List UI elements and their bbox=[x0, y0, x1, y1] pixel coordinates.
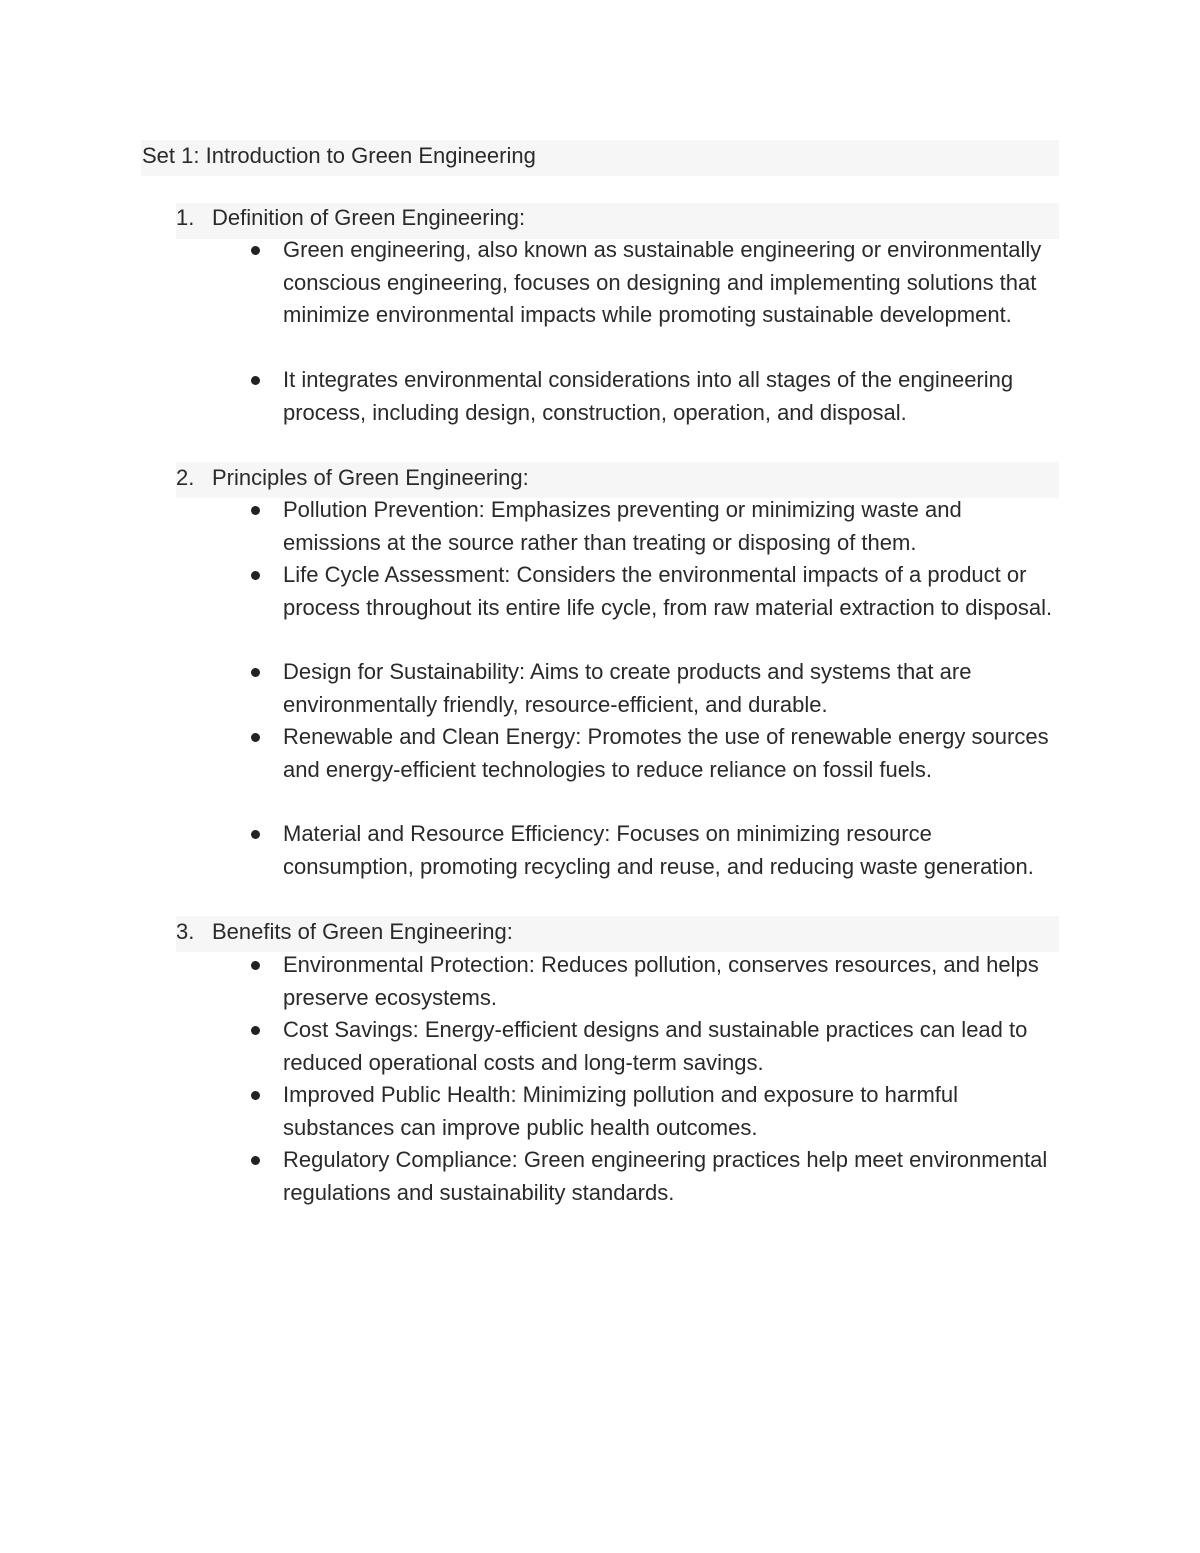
section-2-bullet-4: Renewable and Clean Energy: Promotes the use of renewable energy sources and energy-efficient technologies to reduce reliance on fossil fuels. bbox=[283, 724, 1049, 782]
section-3-heading: Benefits of Green Engineering: bbox=[212, 919, 513, 944]
section-3-number: 3. bbox=[176, 919, 195, 944]
section-3-bullet-1: Environmental Protection: Reduces pollution, conserves resources, and helps preserve ecosystems. bbox=[283, 952, 1039, 1010]
section-2-heading: Principles of Green Engineering: bbox=[212, 465, 529, 490]
section-3-bullet-2: Cost Savings: Energy-efficient designs and sustainable practices can lead to reduced operational costs and long-term savings. bbox=[283, 1017, 1028, 1075]
section-2-bullet-2: Life Cycle Assessment: Considers the environmental impacts of a product or process throughout its entire life cycle, from raw material extraction to disposal. bbox=[283, 562, 1053, 620]
section-2-bullet-3: Design for Sustainability: Aims to create products and systems that are environmentally friendly, resource-efficient, and durable. bbox=[283, 659, 972, 717]
document-title: Set 1: Introduction to Green Engineering bbox=[142, 143, 536, 168]
bullet-marker bbox=[251, 1156, 260, 1165]
bullet-marker bbox=[251, 506, 260, 515]
bullet-marker bbox=[251, 571, 260, 580]
bullet-marker bbox=[251, 1026, 260, 1035]
bullet-marker bbox=[251, 830, 260, 839]
bullet-marker bbox=[251, 668, 260, 677]
section-1-bullet-2: It integrates environmental considerations into all stages of the engineering process, including design, construction, operation, and disposal. bbox=[283, 367, 1014, 425]
bullet-marker bbox=[251, 376, 260, 385]
section-2-bullet-5: Material and Resource Efficiency: Focuses on minimizing resource consumption, promoting recycling and reuse, and reducing waste generation. bbox=[283, 821, 1034, 879]
section-1-bullet-1: Green engineering, also known as sustainable engineering or environmentally conscious engineering, focuses on designing and implementing solutions that minimize environmental impacts while promoting sustainable development. bbox=[283, 237, 1042, 327]
bullet-marker bbox=[251, 961, 260, 970]
section-1-number: 1. bbox=[176, 205, 195, 230]
section-1-heading: Definition of Green Engineering: bbox=[212, 205, 526, 230]
section-3-bullet-4: Regulatory Compliance: Green engineering practices help meet environmental regulations and sustainability standards. bbox=[283, 1147, 1048, 1205]
section-2-bullet-1: Pollution Prevention: Emphasizes preventing or minimizing waste and emissions at the source rather than treating or disposing of them. bbox=[283, 497, 962, 555]
bullet-marker bbox=[251, 1091, 260, 1100]
section-3-bullet-3: Improved Public Health: Minimizing pollution and exposure to harmful substances can improve public health outcomes. bbox=[283, 1082, 959, 1140]
bullet-marker bbox=[251, 246, 260, 255]
section-2-number: 2. bbox=[176, 465, 195, 490]
bullet-marker bbox=[251, 733, 260, 742]
